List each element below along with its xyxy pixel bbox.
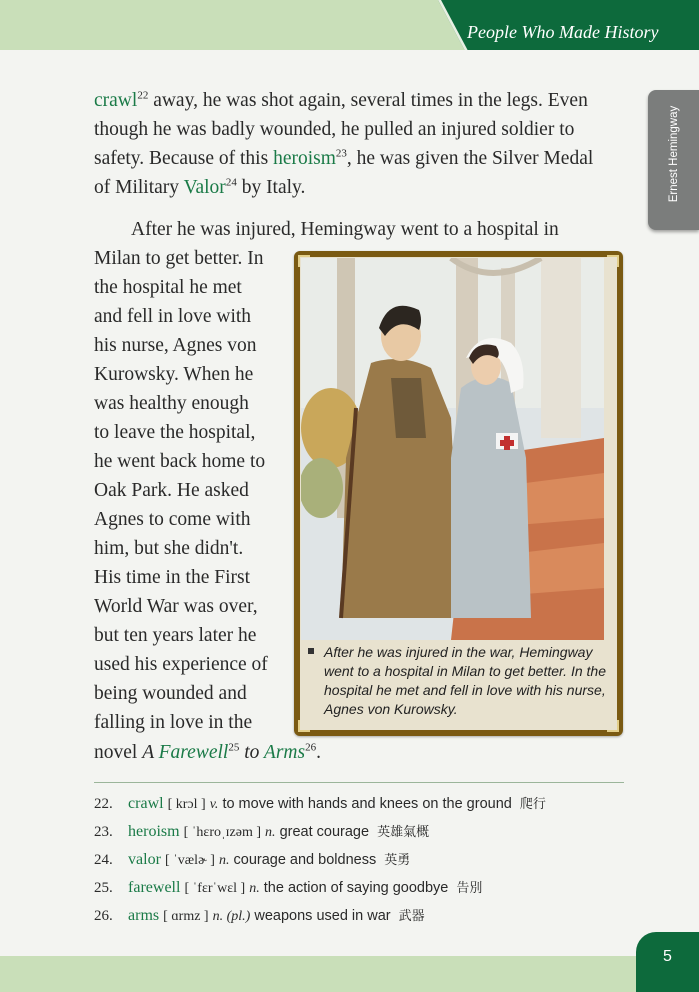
vocab-word: farewell <box>128 879 181 896</box>
vocab-pronunciation: [ ˈvælɚ ] <box>164 853 215 868</box>
vocab-pronunciation: [ ɑrmz ] <box>163 909 209 924</box>
vocab-pronunciation: [ ˈhɛroˌɪzəm ] <box>183 825 262 840</box>
vocab-translation: 武器 <box>398 908 425 923</box>
paragraph-1-text-c: by Italy. <box>236 177 306 198</box>
footnote-26: 26 <box>305 741 317 754</box>
paragraph-2-line: he went back home to <box>94 451 266 472</box>
vocab-word: crawl <box>128 795 164 812</box>
paragraph-2-line: him, but she didn't. <box>94 538 244 559</box>
vocab-part-of-speech: n. <box>218 853 230 868</box>
paragraph-2-last-text: novel <box>94 742 143 763</box>
vocab-word: heroism <box>128 823 180 840</box>
paragraph-2-line: the hospital he met <box>94 277 242 298</box>
frame-corner-ornament <box>607 255 619 267</box>
vocab-definition: to move with hands and knees on the ground <box>222 796 512 812</box>
caption-bullet-icon <box>308 648 314 654</box>
paragraph-2-last-line <box>94 738 321 767</box>
vocab-definition: weapons used in war <box>254 908 391 924</box>
frame-corner-ornament <box>298 720 310 732</box>
frame-corner-ornament <box>607 720 619 732</box>
figure-caption <box>308 643 614 719</box>
paragraph-2-line: used his experience of <box>94 654 268 675</box>
vocabulary-list <box>94 792 634 932</box>
paragraph-1 <box>94 86 614 202</box>
vocab-translation: 英雄氣概 <box>377 824 430 839</box>
vocab-ref-arms: Arms <box>263 742 306 763</box>
page-number-tab <box>636 932 699 992</box>
vocab-part-of-speech: n. (pl.) <box>212 909 251 924</box>
vocab-translation: 爬行 <box>519 796 546 811</box>
paragraph-2-line: Milan to get better. In <box>94 248 264 269</box>
footnote-25: 25 <box>228 741 240 754</box>
vocab-entry <box>94 904 634 932</box>
bottom-band <box>0 956 699 992</box>
vocabulary-divider <box>94 782 624 783</box>
vocab-number: 25. <box>94 880 113 896</box>
vocab-entry <box>94 876 634 904</box>
footnote-23: 23 <box>335 147 347 160</box>
paragraph-2-line: but ten years later he <box>94 625 257 646</box>
vocab-number: 22. <box>94 796 113 812</box>
figure-caption-text: After he was injured in the war, Hemingway went to a hospital in Milan to get better. In the hospital he met and fell in love with his nurse, Agnes von Kurowsky. <box>324 644 606 717</box>
vocab-translation: 告別 <box>456 880 483 895</box>
vocab-pronunciation: [ krɔl ] <box>167 797 206 812</box>
vocab-part-of-speech: n. <box>249 881 260 896</box>
illustration-frame <box>294 251 623 736</box>
vocab-ref-crawl: crawl <box>94 90 138 111</box>
paragraph-2-column <box>94 244 286 737</box>
vocab-ref-heroism: heroism <box>273 148 336 169</box>
vocab-definition: great courage <box>279 824 370 840</box>
vocab-entry <box>94 820 634 848</box>
paragraph-2-first-line: After he was injured, Hemingway went to a hospital in <box>131 219 559 240</box>
paragraph-2-line: and fell in love with <box>94 306 252 327</box>
paragraph-2-line: His time in the First <box>94 567 250 588</box>
chapter-side-tab <box>648 90 699 230</box>
paragraph-2-line: World War was over, <box>94 596 258 617</box>
novel-title-to: to <box>239 742 264 763</box>
novel-title-a: A <box>142 742 159 763</box>
paragraph-2-line: to leave the hospital, <box>94 422 256 443</box>
chapter-side-tab-label: Ernest Hemingway <box>668 105 680 203</box>
vocab-ref-valor: Valor <box>183 177 226 198</box>
vocab-pronunciation: [ ˈfɛrˈwɛl ] <box>184 881 246 896</box>
vocab-part-of-speech: n. <box>265 825 276 840</box>
running-header-title: People Who Made History <box>467 22 659 42</box>
vocab-word: arms <box>128 907 160 924</box>
vocab-definition: courage and boldness <box>233 852 377 868</box>
vocab-ref-farewell: Farewell <box>158 742 229 763</box>
vocab-entry <box>94 848 634 876</box>
paragraph-2-line: was healthy enough <box>94 393 249 414</box>
hemingway-and-nurse-illustration <box>301 258 604 640</box>
vocab-number: 26. <box>94 908 113 924</box>
paragraph-2-line: Agnes to come with <box>94 509 251 530</box>
paragraph-1-text-b: , he was given the Silver Medal of Military <box>94 148 594 198</box>
paragraph-2-line: being wounded and <box>94 683 247 704</box>
vocab-number: 23. <box>94 824 113 840</box>
vocab-number: 24. <box>94 852 113 868</box>
vocab-part-of-speech: v. <box>209 797 219 812</box>
paragraph-2-line: Oak Park. He asked <box>94 480 249 501</box>
page-number: 5 <box>663 948 672 965</box>
paragraph-1-text-a: away, he was shot again, several times in the legs. Even though he was badly wounded, he pulled an injured soldier to safety. Because of this <box>94 90 588 169</box>
paragraph-2-line: Kurowsky. When he <box>94 364 254 385</box>
footnote-24: 24 <box>225 176 237 189</box>
vocab-entry <box>94 792 634 820</box>
vocab-word: valor <box>128 851 161 868</box>
paragraph-2-line: falling in love in the <box>94 712 253 733</box>
vocab-definition: the action of saying goodbye <box>263 880 449 896</box>
paragraph-2-period: . <box>316 742 321 763</box>
vocab-translation: 英勇 <box>384 852 411 867</box>
footnote-22: 22 <box>137 89 149 102</box>
paragraph-2-line: his nurse, Agnes von <box>94 335 257 356</box>
